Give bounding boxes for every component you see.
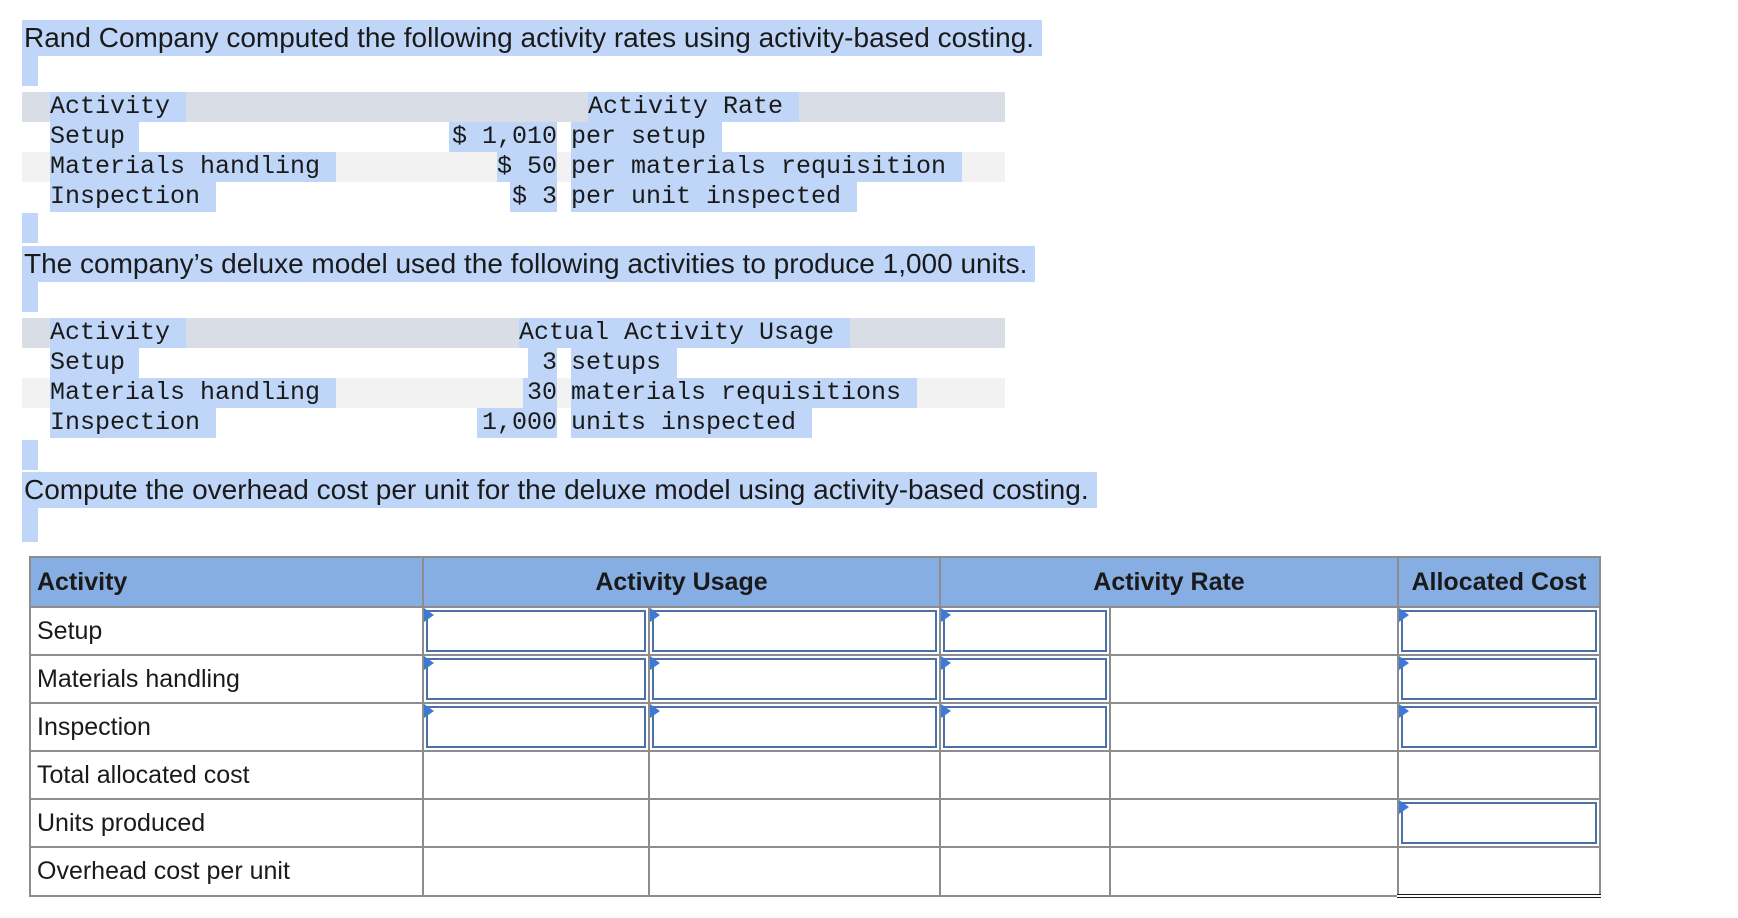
total-allocated-cost-cell (1398, 751, 1600, 799)
input-marker-icon (650, 656, 660, 670)
input-marker-icon (424, 656, 434, 670)
rates-row-amount: $ 50 (497, 152, 558, 181)
table-row (30, 847, 1600, 896)
usage-row-amount: 30 (523, 378, 557, 408)
row-label: Materials handling (30, 655, 423, 703)
usage-row-activity: Inspection (50, 408, 216, 438)
input-marker-icon (941, 608, 951, 622)
empty-cell (423, 847, 649, 896)
answer-table (29, 556, 1601, 898)
usage-col-activity-header: Activity (50, 318, 186, 348)
selection-bar (22, 56, 38, 86)
rates-row-unit: per unit inspected (571, 182, 857, 212)
rates-row-activity: Materials handling (50, 152, 336, 182)
overhead-cost-per-unit-cell (1398, 847, 1600, 896)
selection-bar (22, 213, 38, 243)
empty-cell (1110, 703, 1398, 751)
rates-col-rate-header: Activity Rate (588, 92, 799, 122)
instruction-paragraph: Compute the overhead cost per unit for the deluxe model using activity-based costing. (22, 472, 1097, 508)
empty-cell (940, 799, 1110, 847)
usage-amount-input[interactable] (424, 656, 648, 702)
rate-amount-input[interactable] (941, 608, 1109, 654)
rates-row-unit: per materials requisition (571, 152, 962, 182)
table-row (30, 799, 1600, 847)
usage-amount-input[interactable] (424, 704, 648, 750)
usage-row-unit: units inspected (571, 408, 812, 438)
table-row (30, 607, 1600, 655)
header-activity-rate: Activity Rate (940, 557, 1398, 607)
empty-cell (1110, 799, 1398, 847)
input-marker-icon (424, 704, 434, 718)
table-row (30, 751, 1600, 799)
empty-cell (423, 799, 649, 847)
table-row (30, 703, 1600, 751)
rate-amount-input[interactable] (941, 656, 1109, 702)
usage-row-activity: Setup (50, 348, 139, 378)
empty-cell (1110, 847, 1398, 896)
allocated-cost-input[interactable] (1399, 656, 1599, 702)
empty-cell (649, 799, 940, 847)
allocated-cost-input[interactable] (1399, 704, 1599, 750)
rates-row-amount: $ 1,010 (449, 122, 557, 152)
empty-cell (940, 847, 1110, 896)
input-marker-icon (424, 608, 434, 622)
usage-unit-input[interactable] (650, 656, 939, 702)
usage-unit-input[interactable] (650, 704, 939, 750)
input-marker-icon (1399, 704, 1409, 718)
usage-row-unit: materials requisitions (571, 378, 917, 408)
usage-row-unit: setups (571, 348, 677, 378)
header-allocated-cost: Allocated Cost (1398, 557, 1600, 607)
allocated-cost-input[interactable] (1399, 608, 1599, 654)
usage-col-usage-header: Actual Activity Usage (519, 318, 850, 348)
empty-cell (1110, 655, 1398, 703)
usage-row-amount: 3 (528, 348, 557, 378)
row-label: Units produced (30, 799, 423, 847)
empty-cell (1110, 607, 1398, 655)
answer-header-row (30, 557, 1600, 607)
empty-cell (1110, 751, 1398, 799)
row-label: Setup (30, 607, 423, 655)
empty-cell (649, 847, 940, 896)
input-marker-icon (650, 704, 660, 718)
selection-bar (22, 508, 38, 542)
row-label: Total allocated cost (30, 751, 423, 799)
empty-cell (423, 751, 649, 799)
empty-cell (940, 751, 1110, 799)
input-marker-icon (650, 608, 660, 622)
input-marker-icon (941, 656, 951, 670)
empty-cell (649, 751, 940, 799)
input-marker-icon (941, 704, 951, 718)
rates-row-amount: $ 3 (511, 182, 557, 211)
row-label: Inspection (30, 703, 423, 751)
intro-paragraph-1: Rand Company computed the following activity rates using activity-based costing. (22, 20, 1042, 56)
header-activity-usage: Activity Usage (423, 557, 940, 607)
input-marker-icon (1399, 656, 1409, 670)
units-produced-input[interactable] (1399, 800, 1599, 846)
rates-row-unit: per setup (571, 122, 722, 152)
usage-row-activity: Materials handling (50, 378, 336, 408)
table-row (30, 655, 1600, 703)
input-marker-icon (1399, 800, 1409, 814)
input-marker-icon (1399, 608, 1409, 622)
header-activity: Activity (30, 557, 423, 607)
rate-amount-input[interactable] (941, 704, 1109, 750)
rates-row-activity: Inspection (50, 182, 216, 212)
usage-unit-input[interactable] (650, 608, 939, 654)
intro-paragraph-2: The company’s deluxe model used the following activities to produce 1,000 units. (22, 246, 1035, 282)
usage-row-amount: 1,000 (477, 408, 557, 438)
selection-bar (22, 282, 38, 312)
selection-bar (22, 440, 38, 470)
row-label: Overhead cost per unit (30, 847, 423, 896)
rates-col-activity-header: Activity (50, 92, 186, 122)
usage-amount-input[interactable] (424, 608, 648, 654)
rates-row-activity: Setup (50, 122, 139, 152)
